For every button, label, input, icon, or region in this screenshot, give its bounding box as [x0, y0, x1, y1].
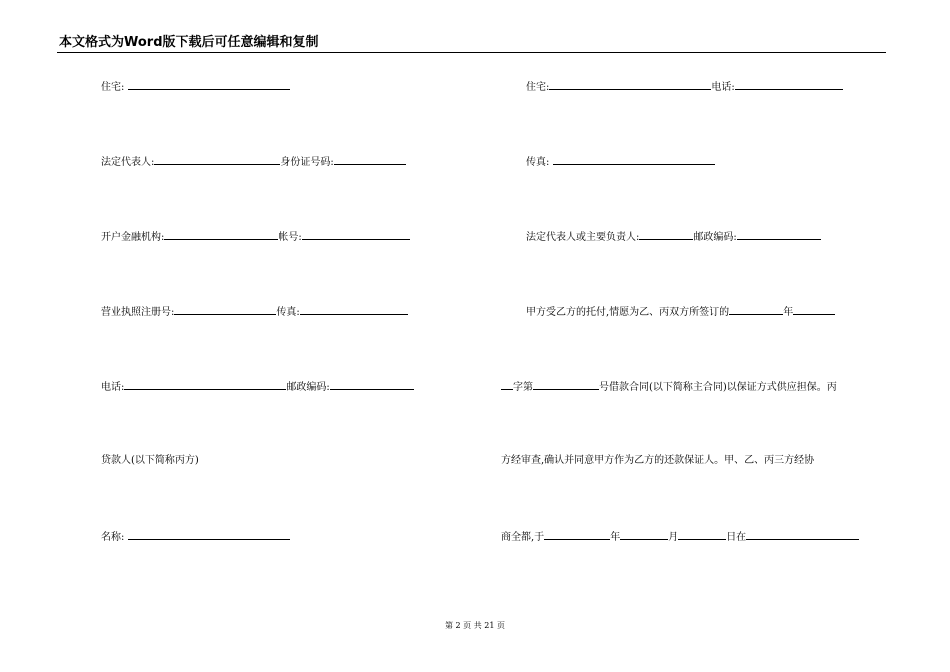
id-number-blank[interactable]	[334, 154, 406, 165]
right-residence-blank[interactable]	[549, 79, 711, 90]
guarantee-text: 号借款合同(以下简称主合同)以保证方式供应担保。丙	[599, 382, 837, 393]
right-line-contract-no	[501, 379, 837, 395]
right-phone-label: 电话:	[711, 82, 735, 93]
bank-blank[interactable]	[164, 229, 278, 240]
year-label: 年	[610, 532, 621, 543]
name-label: 名称:	[101, 532, 125, 543]
right-line-residence-phone	[526, 79, 843, 95]
right-line-date	[501, 529, 859, 545]
left-line-residence	[101, 79, 290, 95]
legal-rep-label: 法定代表人:	[101, 157, 155, 168]
phone-blank[interactable]	[124, 379, 286, 390]
right-residence-label: 住宅:	[526, 82, 550, 93]
left-line-lender	[101, 454, 199, 468]
right-line-review	[501, 454, 814, 468]
right-fax-blank[interactable]	[553, 154, 715, 165]
license-blank[interactable]	[174, 304, 276, 315]
left-line-legal-rep	[101, 154, 406, 170]
zi-di-text: 字第	[513, 382, 533, 393]
legal-rep-blank[interactable]	[154, 154, 280, 165]
left-line-license	[101, 304, 408, 320]
day-label: 日在	[726, 532, 747, 543]
contract-number-blank[interactable]	[533, 379, 599, 390]
right-line-entrust	[526, 304, 835, 320]
year-char: 年	[783, 307, 794, 318]
sign-day-blank[interactable]	[678, 529, 726, 540]
sign-year-blank[interactable]	[544, 529, 610, 540]
residence-label: 住宅:	[101, 82, 125, 93]
right-legal-rep-label: 法定代表人或主要负责人:	[526, 232, 640, 243]
license-label: 营业执照注册号:	[101, 307, 175, 318]
postcode-label: 邮政编码:	[286, 382, 330, 393]
left-line-phone	[101, 379, 414, 395]
lender-heading: 贷款人(以下简称丙方)	[101, 455, 199, 466]
contract-suffix-blank[interactable]	[793, 304, 835, 315]
account-blank[interactable]	[302, 229, 410, 240]
month-label: 月	[668, 532, 679, 543]
sign-month-blank[interactable]	[620, 529, 668, 540]
fax-label: 传真:	[276, 307, 300, 318]
page-footer: 第 2 页 共 21 页	[445, 621, 505, 630]
right-legal-rep-blank[interactable]	[639, 229, 693, 240]
id-number-label: 身份证号码:	[280, 157, 334, 168]
right-phone-blank[interactable]	[735, 79, 843, 90]
account-label: 帐号:	[278, 232, 302, 243]
right-line-legal-rep	[526, 229, 821, 245]
postcode-blank[interactable]	[330, 379, 414, 390]
name-blank[interactable]	[128, 529, 290, 540]
phone-label: 电话:	[101, 382, 125, 393]
header-title: 本文格式为Word版下载后可任意编辑和复制	[59, 35, 319, 50]
fax-blank[interactable]	[300, 304, 408, 315]
page-header	[57, 34, 886, 53]
entrust-text: 甲方受乙方的托付,情愿为乙、丙双方所签订的	[526, 307, 730, 318]
review-text: 方经审查,确认并同意甲方作为乙方的还款保证人。甲、乙、丙三方经协	[501, 455, 815, 466]
agree-text: 商全都,于	[501, 532, 545, 543]
left-line-bank	[101, 229, 410, 245]
left-line-name	[101, 529, 290, 545]
bank-label: 开户金融机构:	[101, 232, 165, 243]
zi-prefix-blank[interactable]	[501, 379, 513, 390]
right-postcode-blank[interactable]	[737, 229, 821, 240]
right-postcode-label: 邮政编码:	[693, 232, 737, 243]
sign-place-blank[interactable]	[746, 529, 859, 540]
contract-year-blank[interactable]	[729, 304, 783, 315]
right-fax-label: 传真:	[526, 157, 550, 168]
residence-blank[interactable]	[128, 79, 290, 90]
right-line-fax	[526, 154, 715, 170]
